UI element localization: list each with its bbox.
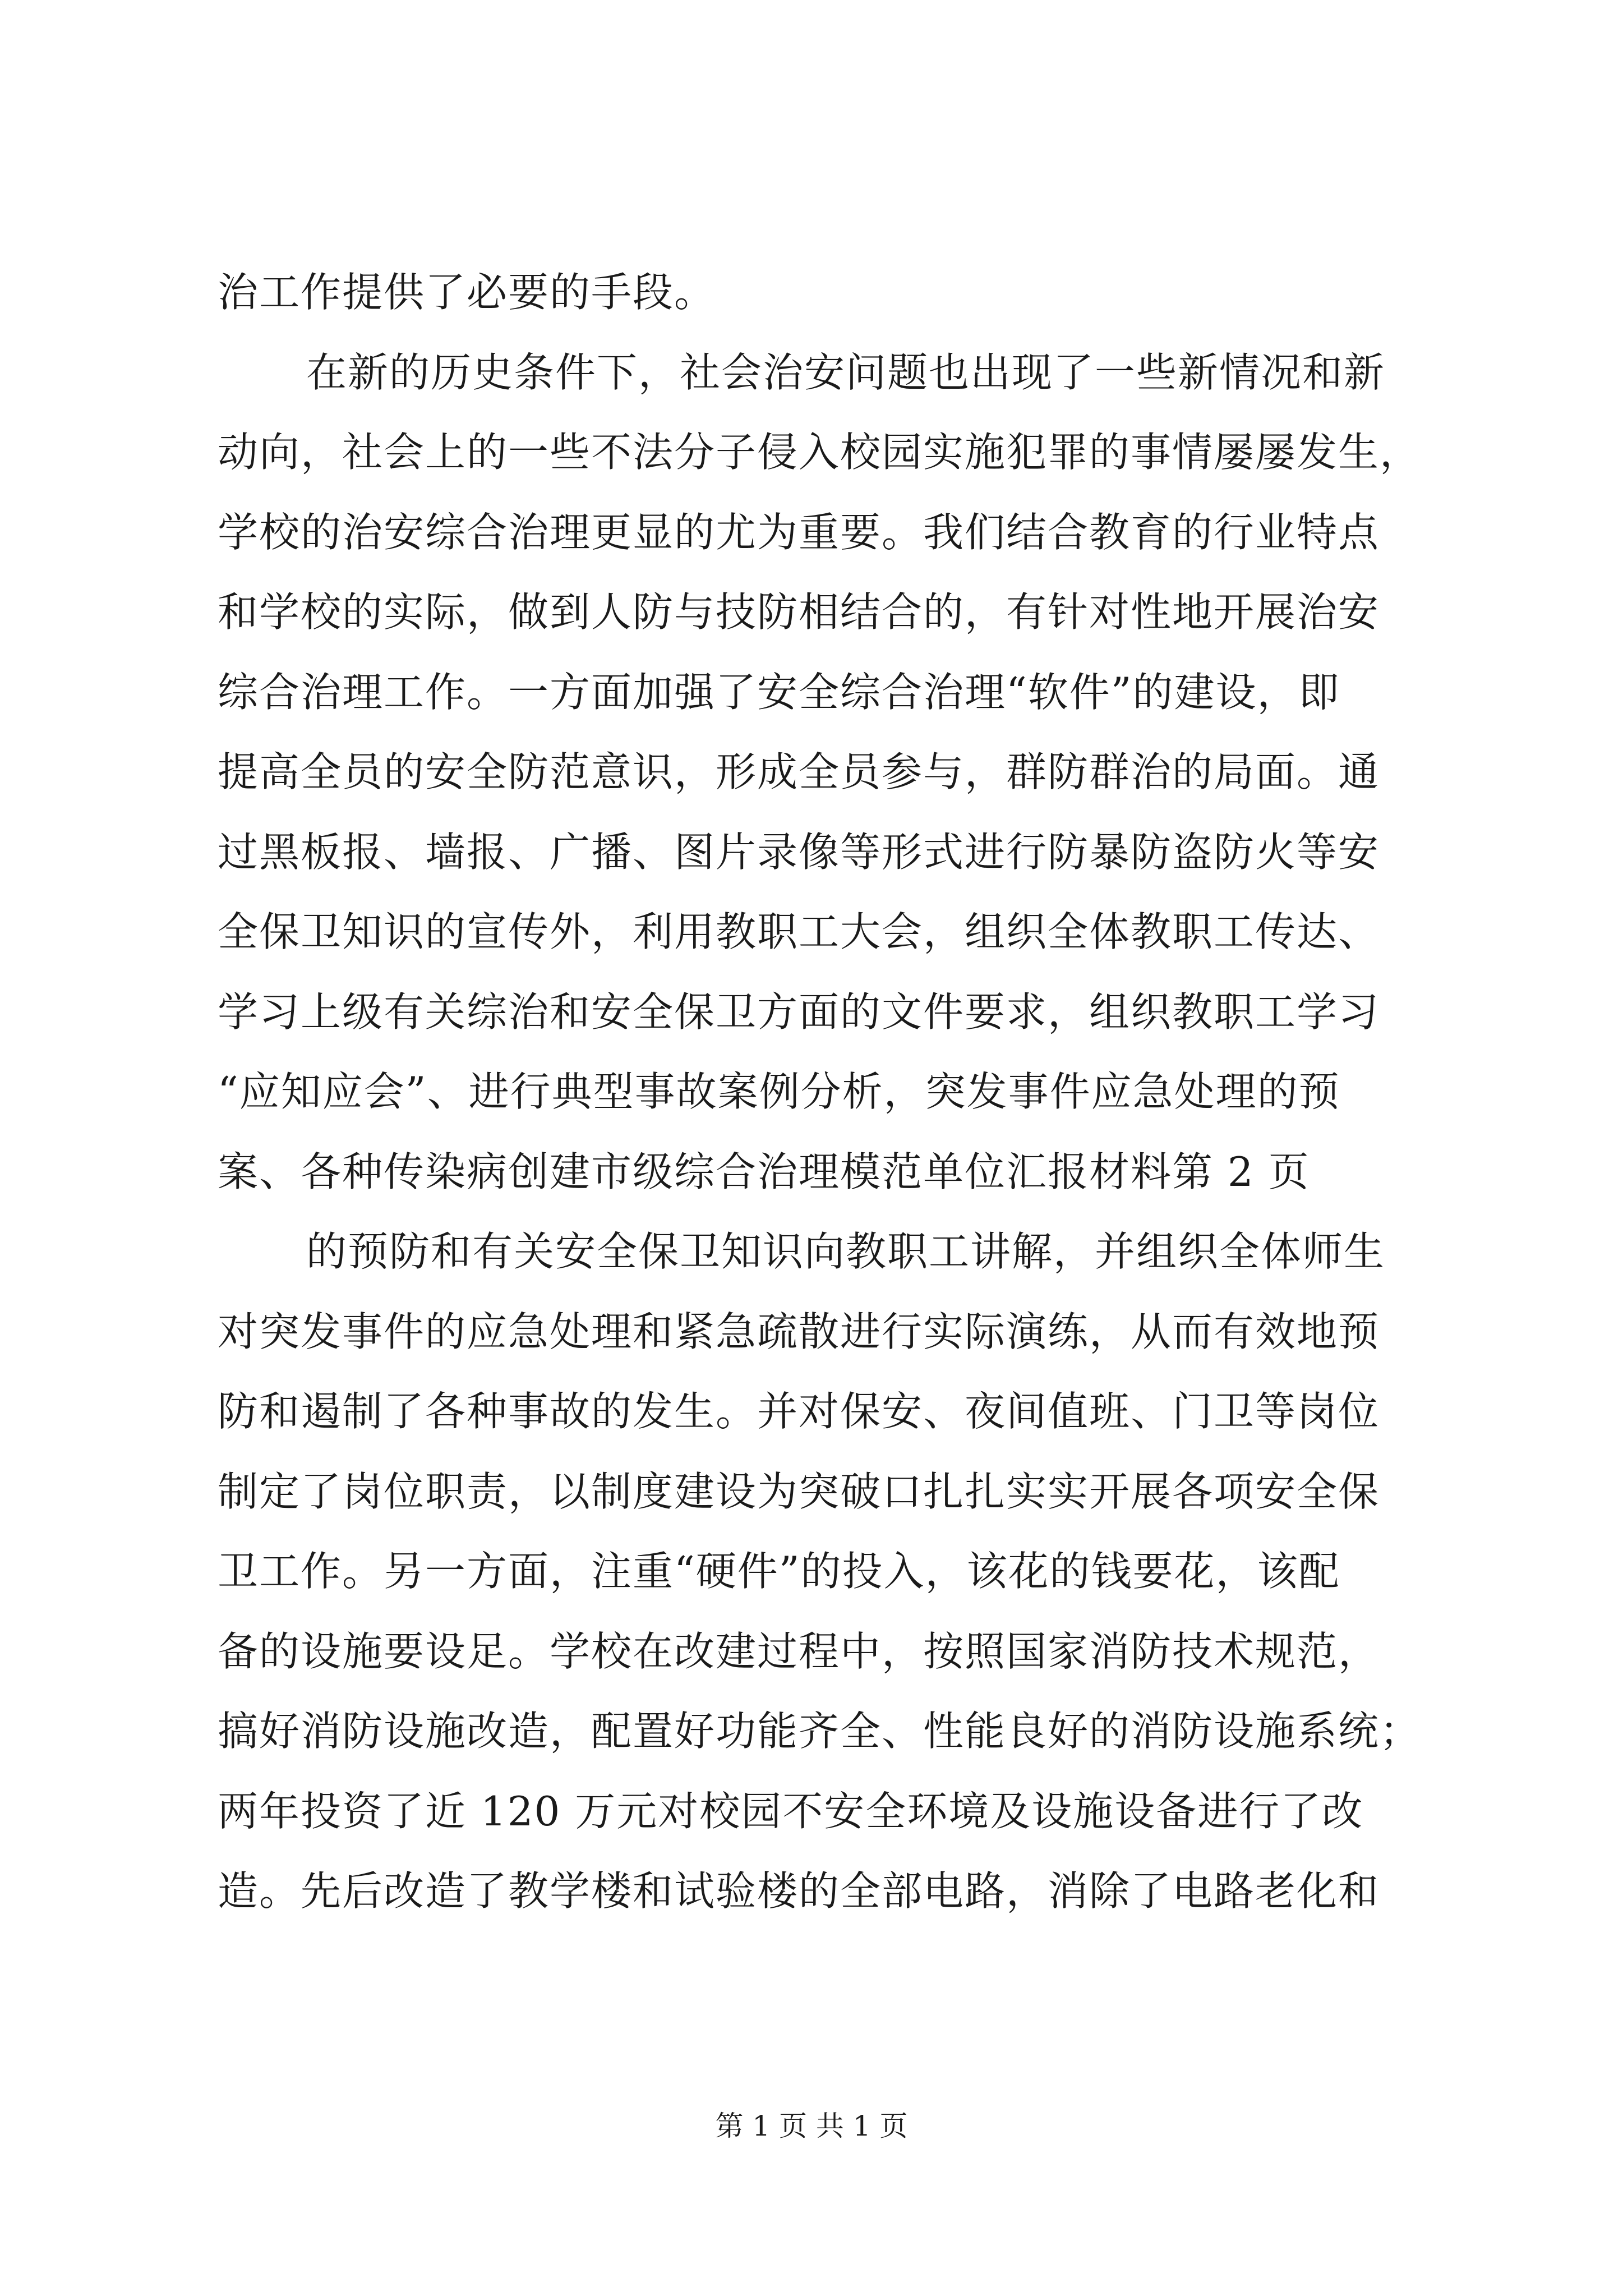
paragraph-start-line: 在新的历史条件下，社会治安问题也出现了一些新情况和新 [306, 348, 1386, 396]
text-line: 全保卫知识的宣传外，利用教职工大会，组织全体教职工传达、 [218, 908, 1380, 955]
text-line: 学习上级有关综治和安全保卫方面的文件要求，组织教职工学习 [218, 988, 1380, 1036]
page-number-label: 第 1 页 共 1 页 [715, 2110, 908, 2142]
page-footer [0, 2106, 1623, 2146]
text-line: 两年投资了近 120 万元对校园不安全环境及设施设备进行了改 [218, 1787, 1364, 1835]
text-line: 制定了岗位职责，以制度建设为突破口扎扎实实开展各项安全保 [218, 1467, 1380, 1515]
text-line: 卫工作。另一方面，注重“硬件”的投入，该花的钱要花，该配 [218, 1548, 1340, 1595]
text-line: 综合治理工作。一方面加强了安全综合治理“软件”的建设，即 [218, 668, 1340, 716]
text-line: 备的设施要设足。学校在改建过程中，按照国家消防技术规范， [218, 1627, 1380, 1675]
text-line: 案、各种传染病创建市级综合治理模范单位汇报材料第 2 页 [218, 1148, 1310, 1195]
text-line: 和学校的实际，做到人防与技防相结合的，有针对性地开展治安 [218, 588, 1380, 636]
text-line: 提高全员的安全防范意识，形成全员参与，群防群治的局面。通 [218, 748, 1380, 795]
document-body [218, 252, 1440, 1931]
text-line: 防和遏制了各种事故的发生。并对保安、夜间值班、门卫等岗位 [218, 1388, 1380, 1435]
text-line: 动向，社会上的一些不法分子侵入校园实施犯罪的事情屡屡发生， [218, 429, 1422, 476]
text-line: 造。先后改造了教学楼和试验楼的全部电路，消除了电路老化和 [218, 1867, 1380, 1915]
text-line: 过黑板报、墙报、广播、图片录像等形式进行防暴防盗防火等安 [218, 828, 1380, 876]
text-line: 对突发事件的应急处理和紧急疏散进行实际演练，从而有效地预 [218, 1308, 1380, 1355]
text-line: 治工作提供了必要的手段。 [218, 269, 716, 316]
text-line: 学校的治安综合治理更显的尤为重要。我们结合教育的行业特点 [218, 508, 1380, 556]
text-line: 搞好消防设施改造，配置好功能齐全、性能良好的消防设施系统； [218, 1708, 1422, 1755]
text-line: “应知应会”、进行典型事故案例分析，突发事件应急处理的预 [218, 1068, 1340, 1115]
paragraph-start-line: 的预防和有关安全保卫知识向教职工讲解，并组织全体师生 [306, 1228, 1386, 1275]
